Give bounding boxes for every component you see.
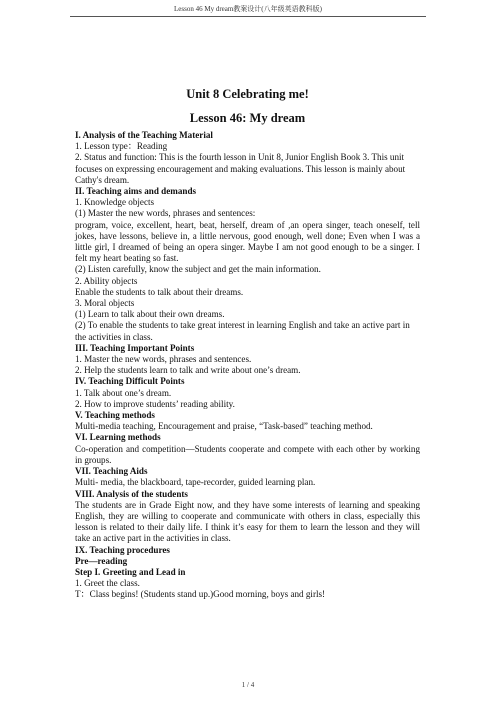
page-header: Lesson 46 My dream教案设计(八年级英语教科版)	[174, 5, 322, 13]
section-heading: Pre—reading	[75, 555, 128, 566]
section-heading: III. Teaching Important Points	[75, 342, 195, 353]
paragraph: Multi-media teaching, Encouragement and praise, “Task-based” teaching method.	[75, 421, 373, 432]
lesson-title: Lesson 46: My dream	[189, 111, 306, 125]
section-heading: IX. Teaching procedures	[75, 544, 170, 555]
section-heading: VIII. Analysis of the students	[75, 488, 188, 499]
section-heading: V. Teaching methods	[75, 410, 155, 421]
section-heading: I. Analysis of the Teaching Material	[75, 130, 213, 140]
paragraph: 3. Moral objects	[75, 298, 135, 309]
section-heading: IV. Teaching Difficult Points	[75, 376, 185, 387]
section-heading: VII. Teaching Aids	[75, 466, 148, 477]
document-body	[75, 86, 420, 601]
paragraph: 2. Ability objects	[75, 275, 138, 286]
paragraph: 1. Greet the class.	[75, 578, 140, 589]
paragraph: (2) Listen carefully, know the subject and get the main information.	[75, 264, 321, 275]
section-heading: Step I. Greeting and Lead in	[75, 566, 186, 577]
paragraph: (1) Master the new words, phrases and sentences:	[75, 208, 256, 219]
section-heading: II. Teaching aims and demands	[75, 186, 197, 197]
document-sections	[75, 130, 420, 601]
paragraph: (2) To enable the students to take great interest in learning English and take an active part in the activities in class.	[75, 320, 410, 342]
paragraph: 1. Master the new words, phrases and sentences.	[75, 354, 252, 365]
paragraph: 2. Help the students learn to talk and write about one’s dream.	[75, 365, 301, 376]
paragraph: Enable the students to talk about their dreams.	[75, 286, 244, 297]
unit-title: Unit 8 Celebrating me!	[186, 87, 309, 101]
paragraph: 2. Status and function: This is the fourth lesson in Unit 8, Junior English Book 3. This unit focuses on expressing encouragement and making evaluations. This lesson is mainly about Cathy's dream.	[75, 152, 406, 185]
paragraph: Multi- media, the blackboard, tape-recorder, guided learning plan.	[75, 477, 316, 488]
paragraph: The students are in Grade Eight now, and they have some interests of learning and speaking English, they are willing to cooperate and communicate with others in class, especially this lesson is related to their daily life. I think it’s easy for them to learn the lesson and they will take an active part in the activities in class.	[75, 499, 420, 544]
paragraph: program, voice, excellent, heart, beat, herself, dream of ,an opera singer, teach oneself, tell jokes, have lessons, believe in, a little nervous, good enough, well done; Even when I was a little girl, I dreamed of being an opera singer. Maybe I am not good enough to be a singer. I felt my heart beating so fast.	[75, 219, 420, 264]
paragraph: (1) Learn to talk about their own dreams.	[75, 309, 225, 320]
paragraph: 1. Lesson type：Reading	[75, 141, 168, 152]
paragraph: T：Class begins! (Students stand up.)Good morning, boys and girls!	[75, 589, 326, 600]
page-number: 1 / 4	[241, 681, 255, 689]
paragraph: Co-operation and competition—Students cooperate and compete with each other by working in groups.	[75, 443, 420, 465]
header-divider	[70, 16, 426, 17]
paragraph: 1. Knowledge objects	[75, 197, 155, 208]
paragraph: 2. How to improve students’ reading ability.	[75, 398, 235, 409]
paragraph: 1. Talk about one’s dream.	[75, 387, 172, 398]
section-heading: VI. Learning methods	[75, 432, 161, 443]
